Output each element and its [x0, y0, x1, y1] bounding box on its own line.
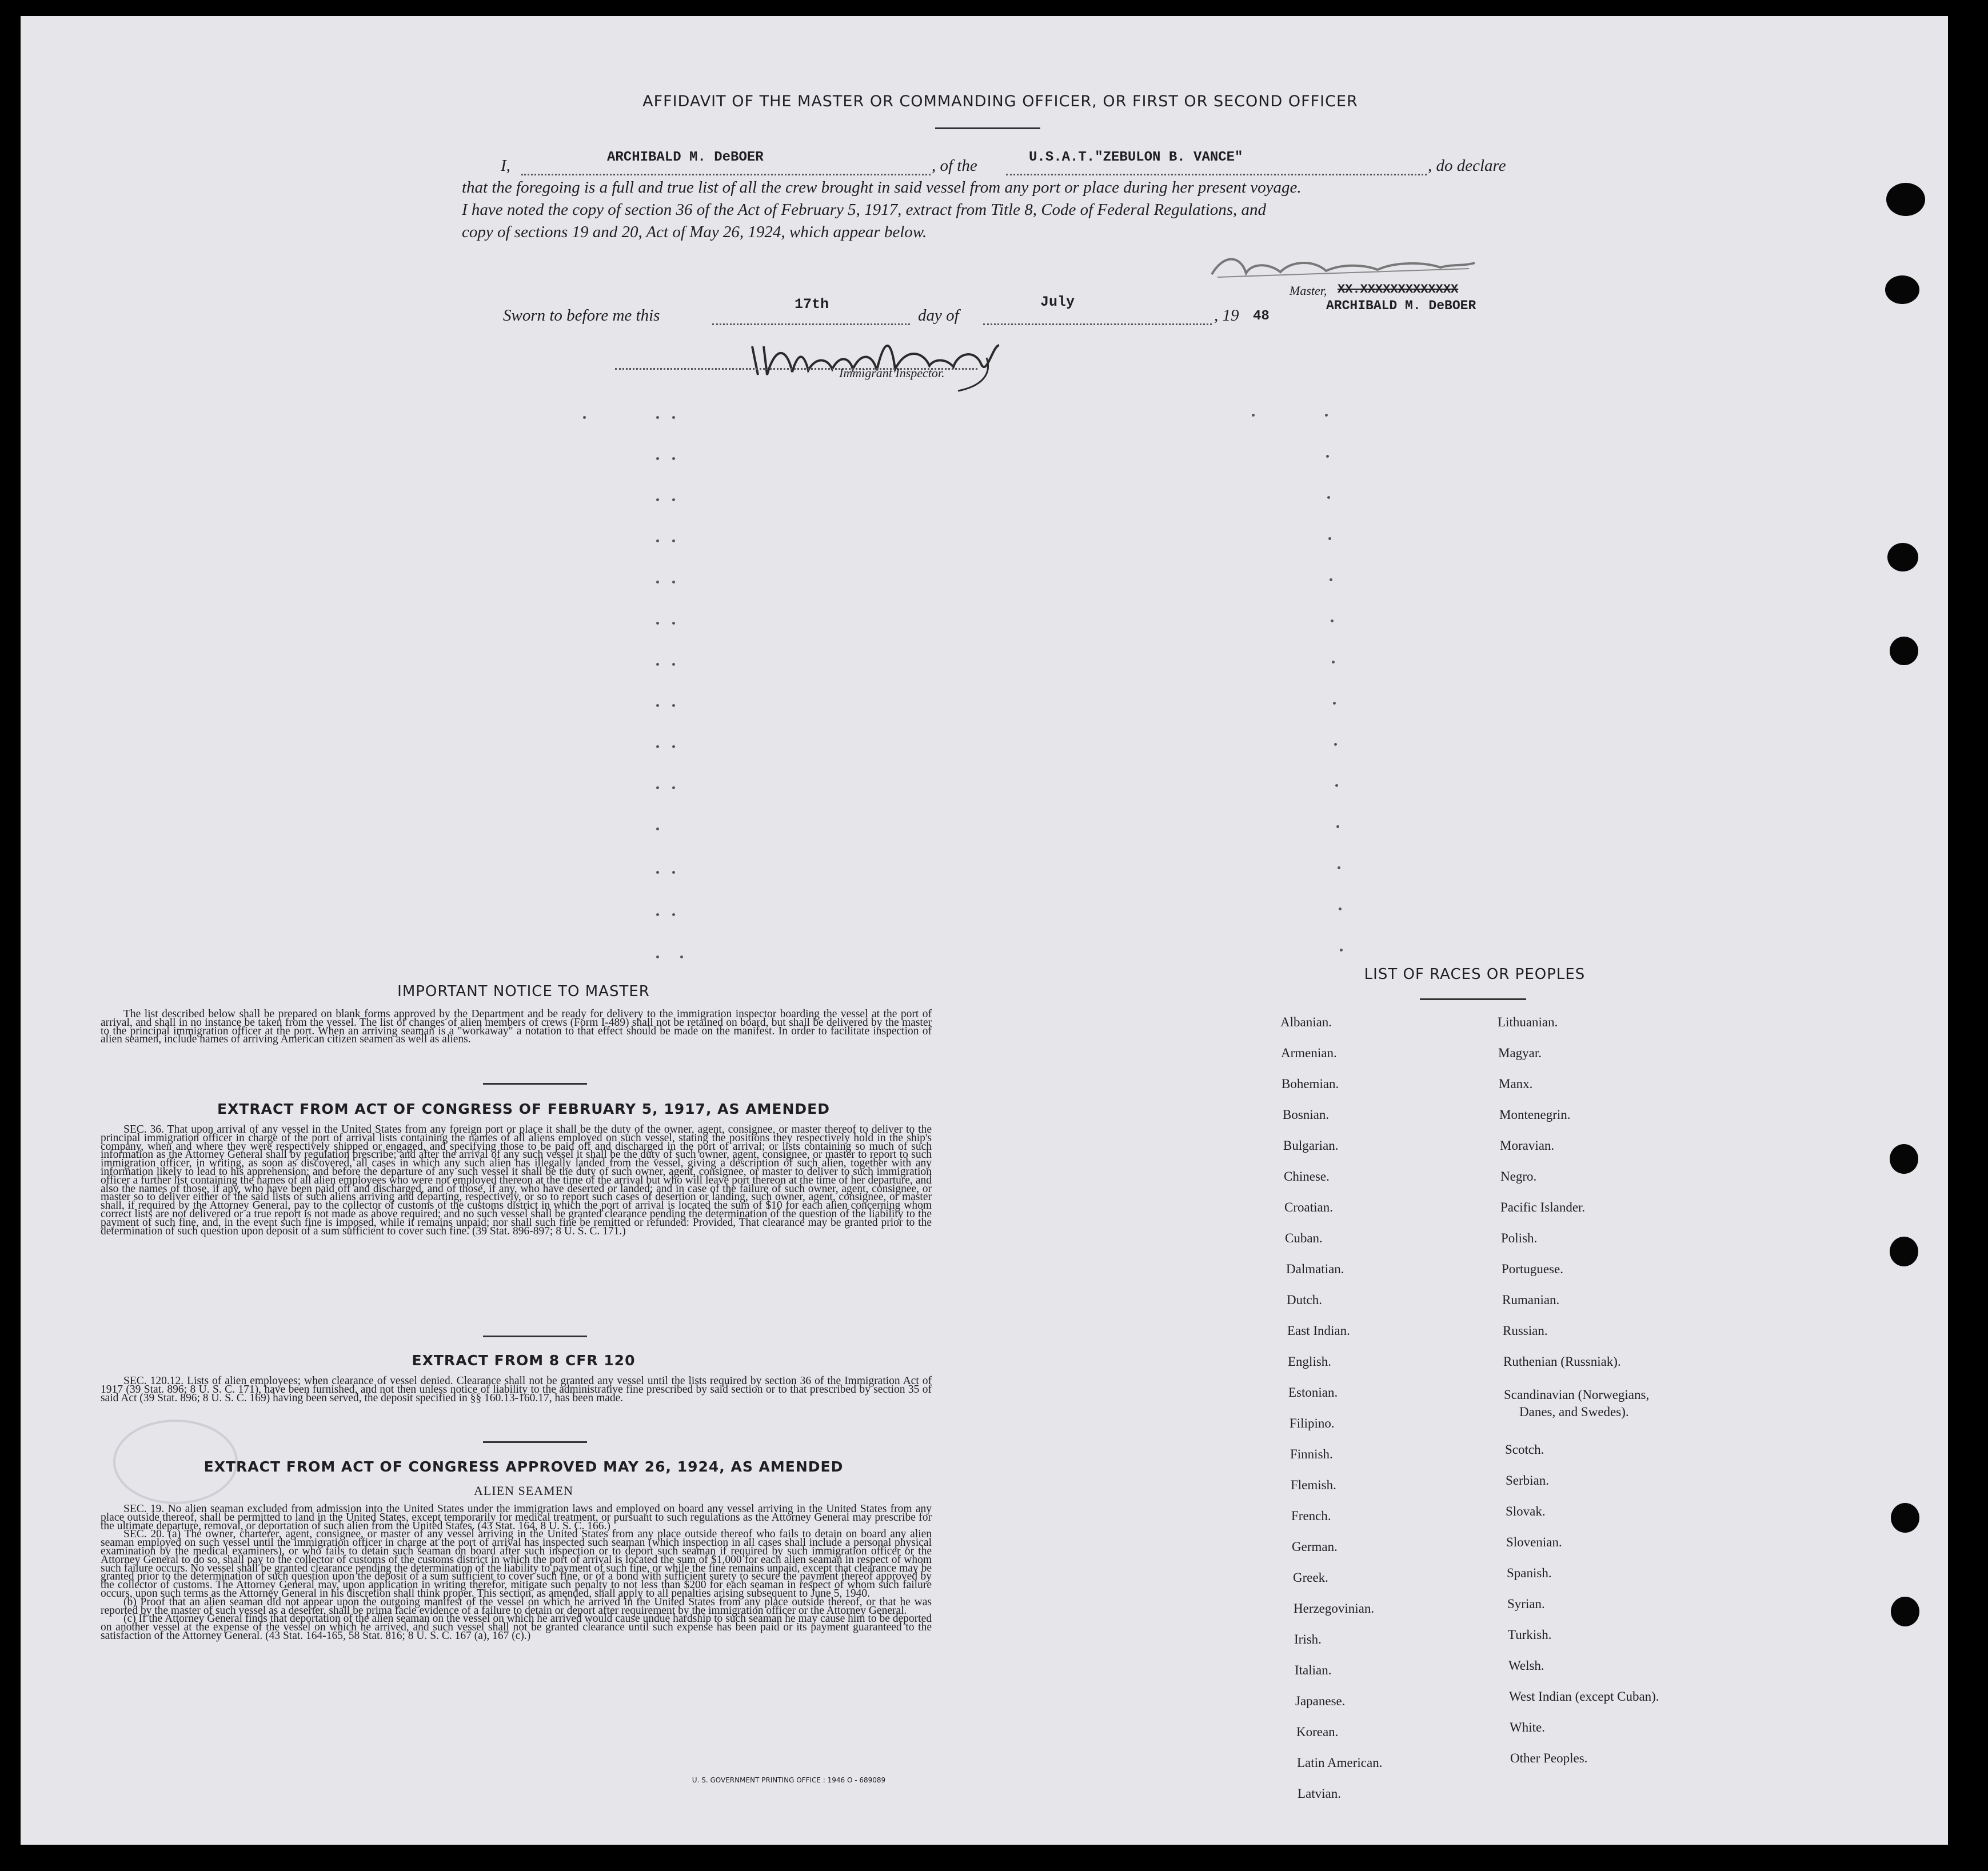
gpo-imprint: U. S. GOVERNMENT PRINTING OFFICE : 1946 O - 689089 [692, 1776, 886, 1784]
faint-dot [656, 663, 659, 666]
faint-dot [656, 745, 659, 748]
race-item: Bosnian. [1283, 1108, 1330, 1122]
faint-dot [656, 871, 659, 874]
race-item: Irish. [1294, 1632, 1322, 1646]
race-item: Finnish. [1290, 1447, 1333, 1461]
race-item: English. [1288, 1354, 1332, 1369]
month-line [983, 307, 1212, 325]
faint-dot [656, 498, 659, 501]
faint-dot [672, 581, 675, 583]
faint-dot [656, 622, 659, 625]
vessel-name: U.S.A.T."ZEBULON B. VANCE" [1029, 150, 1243, 165]
race-item: Other Peoples. [1510, 1751, 1588, 1765]
faint-dot [672, 745, 675, 748]
race-item: Negro. [1500, 1169, 1537, 1184]
extract-1917-title: EXTRACT FROM ACT OF CONGRESS OF FEBRUARY 5, 1917, AS AMENDED [217, 1101, 831, 1117]
faint-dot [656, 827, 659, 830]
master-label: Master, [1290, 283, 1327, 298]
race-item: Russian. [1503, 1324, 1548, 1338]
race-item: Chinese. [1284, 1169, 1330, 1184]
race-item: Latin American. [1297, 1756, 1383, 1770]
faint-dot [1339, 907, 1342, 910]
race-item: Syrian. [1507, 1597, 1545, 1611]
extract-1924-text [101, 1505, 932, 1641]
faint-dot [1334, 743, 1337, 746]
race-item: Filipino. [1290, 1416, 1335, 1430]
punch-hole [1891, 1597, 1919, 1626]
notice-title: IMPORTANT NOTICE TO MASTER [397, 983, 650, 1000]
declarant-name: ARCHIBALD M. DeBOER [607, 150, 764, 165]
faint-dot [1336, 825, 1339, 828]
race-item: Rumanian. [1502, 1293, 1560, 1307]
faint-dot [672, 622, 675, 625]
race-item: Bohemian. [1282, 1077, 1339, 1091]
faint-dot [672, 539, 675, 542]
punch-hole [1891, 1503, 1919, 1533]
section-rule [483, 1441, 587, 1443]
faint-dot [656, 956, 659, 958]
race-item: Serbian. [1506, 1473, 1550, 1488]
race-item: Portuguese. [1502, 1262, 1563, 1276]
race-item: Cuban. [1285, 1231, 1323, 1245]
faint-dot [656, 581, 659, 583]
races-title: LIST OF RACES OR PEOPLES [1364, 966, 1586, 983]
punch-hole [1886, 183, 1925, 216]
faint-dot [656, 457, 659, 460]
extract-cfr-title: EXTRACT FROM 8 CFR 120 [412, 1352, 636, 1369]
race-item: Lithuanian. [1498, 1015, 1558, 1029]
race-item: Croatian. [1284, 1200, 1333, 1214]
race-item: Herzegovinian. [1294, 1601, 1375, 1616]
race-item: West Indian (except Cuban). [1509, 1689, 1659, 1704]
faint-dot [1333, 702, 1336, 705]
faint-dot [672, 913, 675, 916]
race-item: Manx. [1499, 1077, 1533, 1091]
race-item: Latvian. [1298, 1786, 1341, 1801]
declarant-prefix: I, [501, 157, 510, 175]
punch-hole [1890, 1144, 1918, 1174]
punch-hole [1890, 637, 1918, 665]
faint-dot [656, 704, 659, 707]
race-item: Armenian. [1281, 1046, 1337, 1060]
master-name: ARCHIBALD M. DeBOER [1326, 298, 1476, 313]
faint-dot [1325, 414, 1328, 417]
master-signature [1206, 251, 1480, 286]
race-item: German. [1292, 1540, 1338, 1554]
faint-dot [656, 539, 659, 542]
section-36-paragraph: SEC. 36. That upon arrival of any vessel in the United States from any foreign port or place it shall be the duty of the owner, agent, consignee, or master thereof to deliver to the principal immigration officer in charge of the port of arrival lists containing the names of all aliens employed on such vessel, stating the positions they respectively hold in the ship's company, when and where they were respectively shipped or engaged, and specifying those to be paid off and discharged in the port of arrival; or lists containing so much of such information as the Attorney General shall by regulation prescribe; and after the arrival of any such vessel it shall be the duty of such owner, agent, consignee, or master to report to such immigration officer, in writing, as soon as discovered, all cases in which any such alien has illegally landed from the vessel, giving a description of such alien, together with any information likely to lead to his apprehension; and before the departure of any such vessel it shall be the duty of such owner, agent, consignee, or master to deliver to such immigration officer a further list containing the names of all alien employees who were not employed thereon at the time of the arrival but who will leave port thereon at the time of her departure, and also the names of those, if any, who have been paid off and discharged, and of those, if any, who have deserted or landed; and in case of the failure of such owner, agent, consignee, or master so to deliver either of the said lists of such aliens arriving and departing, respectively, or so to report such cases of desertion or landing, such owner, agent, consignee, or master shall, if required by the Attorney General, pay to the collector of customs of the customs district in which the port of arrival is located the sum of $10 for each alien concerning whom correct lists are not delivered or a true report is not made as above required; and no such vessel shall be granted clearance pending the determination of the question of the liability to the payment of such fine, and, in the event such fine is imposed, while it remains unpaid; nor shall such fine be remitted or refunded: Provided, That clearance may be granted prior to the determination of such question upon deposit of a sum sufficient to cover such fine. (39 Stat. 896-897; 8 U. S. C. 171.) [101, 1124, 932, 1237]
race-item: Korean. [1296, 1725, 1339, 1739]
race-item: Ruthenian (Russniak). [1503, 1354, 1621, 1369]
faint-dot [1327, 496, 1330, 499]
race-item: Greek. [1293, 1570, 1328, 1585]
punch-hole [1885, 275, 1919, 304]
section-rule [483, 1083, 587, 1085]
faint-dot [672, 457, 675, 460]
race-item: Scotch. [1505, 1442, 1544, 1457]
faint-dot [583, 416, 586, 419]
race-item: Slovenian. [1506, 1535, 1562, 1549]
extract-cfr-text [101, 1377, 932, 1402]
affidavit-title: AFFIDAVIT OF THE MASTER OR COMMANDING OFFICER, OR FIRST OR SECOND OFFICER [642, 93, 1358, 110]
sworn-year: 48 [1253, 309, 1270, 324]
section-20a-paragraph: SEC. 20. (a) The owner, charterer, agent, consignee, or master of any vessel arriving in the United States from any place outside thereof who fails to detain on board any alien seaman employed on such vessel until the immigration officer in charge at the port of arrival has inspected such seaman (which inspection in all cases shall include a personal physical examination by the medical examiners), or who fails to detain such seaman on board after such inspection or to deport such seaman if required by such immigration officer or the Attorney General to do so, shall pay to the collector of customs of the customs district in which the port of arrival is located the sum of $1,000 for each alien seaman in respect of whom such failure occurs. No vessel shall be granted clearance pending the determination of the liability to payment of such fine, or while the fine remains unpaid, except that clearance may be granted prior to the determination of such question upon the deposit of a sum sufficient to cover such fine, or of a bond with sufficient surety to secure the payment thereof approved by the collector of customs. The Attorney General may, upon application in writing therefor, mitigate such penalty to not less than $200 for each seaman in respect of whom such failure occurs, upon such terms as the Attorney General in his discretion shall think proper. This section, as amended, shall apply to all penalties arising subsequent to June 5, 1940. [101, 1528, 932, 1600]
faint-dot [656, 913, 659, 916]
race-item: Spanish. [1507, 1566, 1552, 1580]
race-item: Turkish. [1508, 1628, 1552, 1642]
race-item: Bulgarian. [1283, 1138, 1339, 1153]
declaration-line-3: copy of sections 19 and 20, Act of May 26, 1924, which appear below. [462, 223, 927, 241]
race-item: Scandinavian (Norwegians, [1504, 1388, 1650, 1402]
alien-seamen-subtitle: ALIEN SEAMEN [474, 1484, 573, 1498]
extract-1917-text [101, 1126, 932, 1236]
section-20c-paragraph: (c) If the Attorney General finds that deportation of the alien seaman on the vessel on which he arrived would cause undue hardship to such seaman he may cause him to be deported on another vessel at the expense of the vessel on which he arrived, and such vessel shall not be granted clearance until such expense has been paid or its payment guaranteed to the satisfaction of the Attorney General. (43 Stat. 164-165, 58 Stat. 816; 8 U. S. C. 167 (a), 167 (c).) [101, 1613, 932, 1642]
punch-hole [1887, 543, 1918, 571]
sworn-month: July [1040, 294, 1075, 310]
race-item: Albanian. [1280, 1015, 1332, 1029]
race-item: Japanese. [1295, 1694, 1346, 1708]
race-item: Moravian. [1500, 1138, 1555, 1153]
extract-1924-title: EXTRACT FROM ACT OF CONGRESS APPROVED MAY 26, 1924, AS AMENDED [203, 1458, 844, 1475]
of-the-label: , of the [932, 157, 977, 175]
year-prefix: , 19 [1214, 306, 1239, 325]
notice-paragraph: The list described below shall be prepared on blank forms approved by the Department and be ready for delivery to the immigration inspector boarding the vessel at the port of arrival, and shall in no instance be taken from the vessel. The list of changes of alien members of crews (Form I-489) shall not be retained on board, but shall be delivered by the master to the principal immigration officer at the port. When an arriving seaman is a "workaway" a notation to that effect should be made on the manifest. In order to facilitate inspection of alien seamen, include names of arriving American citizen seamen as well as aliens. [101, 1008, 932, 1046]
faint-dot [672, 786, 675, 789]
punch-hole [1890, 1237, 1918, 1266]
sworn-day: 17th [795, 296, 829, 313]
race-item: French. [1291, 1509, 1331, 1523]
race-item: Estonian. [1288, 1385, 1338, 1400]
faint-dot [1335, 784, 1338, 787]
race-item: Polish. [1501, 1231, 1538, 1245]
declaration-line-1: that the foregoing is a full and true list of all the crew brought in said vessel from any port or place during her present voyage. [462, 178, 1302, 197]
faint-dot [672, 704, 675, 707]
faint-dot [1326, 455, 1329, 458]
faint-dot [1252, 414, 1255, 417]
race-item: Montenegrin. [1499, 1108, 1571, 1122]
day-of-label: day of [918, 306, 959, 325]
race-item: East Indian. [1287, 1324, 1350, 1338]
section-19-paragraph: SEC. 19. No alien seaman excluded from admission into the United States under the immigration laws and employed on board any vessel arriving in the United States from any place outside thereof, shall be permitted to land in the United States, except temporarily for medical treatment, or pursuant to such regulations as the Attorney General may prescribe for the ultimate departure, removal, or deportation of such alien from the United States. (43 Stat. 164, 8 U. S. C. 166.) [101, 1503, 932, 1532]
do-declare-label: , do declare [1428, 157, 1506, 175]
race-item: Pacific Islander. [1500, 1200, 1586, 1214]
race-item: Slovak. [1506, 1504, 1546, 1518]
race-item: Italian. [1295, 1663, 1332, 1677]
faint-dot [1331, 619, 1334, 622]
race-item: Flemish. [1291, 1478, 1336, 1492]
title-rule [935, 127, 1040, 129]
races-title-rule [1420, 998, 1526, 1000]
race-item: White. [1510, 1720, 1545, 1734]
section-20b-paragraph: (b) Proof that an alien seaman did not appear upon the outgoing manifest of the vessel on which he arrived in the United States from any place outside thereof, or that he was reported by the master of such vessel as a deserter, shall be prima facie evidence of a failure to detain or deport after requirement by the immigration officer or the Attorney General. [101, 1596, 932, 1617]
race-item: Magyar. [1498, 1046, 1542, 1060]
faint-dot [680, 956, 683, 958]
faint-dot [1328, 537, 1331, 540]
faint-dot [672, 416, 675, 419]
section-120-12-paragraph: SEC. 120.12. Lists of alien employees; when clearance of vessel denied. Clearance shall not be granted any vessel until the lists required by section 36 of the Immigration Act of 1917 (39 Stat. 896; 8 U. S. C. 171), have been furnished, and not then unless notice of liability to the administrative fine prescribed by said section or to that prescribed by section 35 of said Act (39 Stat. 896; 8 U. S. C. 169) having been served, the deposit specified in §§ 160.13-160.17, has been made. [101, 1375, 932, 1404]
faint-dot [656, 416, 659, 419]
master-title-struck: XX.XXXXXXXXXXXXX [1338, 282, 1459, 297]
race-item: Dutch. [1287, 1293, 1322, 1307]
notice-text [101, 1010, 932, 1044]
faint-dot [656, 786, 659, 789]
inspector-label: Immigrant Inspector. [839, 366, 945, 380]
faint-dot [672, 498, 675, 501]
faint-dot [1332, 661, 1335, 663]
race-item: Welsh. [1508, 1658, 1544, 1673]
race-item: Dalmatian. [1286, 1262, 1344, 1276]
race-item: Danes, and Swedes). [1519, 1405, 1629, 1419]
faint-dot [1340, 949, 1343, 952]
faint-dot [672, 663, 675, 666]
faint-dot [1338, 866, 1340, 869]
sworn-prefix: Sworn to before me this [503, 306, 660, 325]
section-rule [483, 1336, 587, 1337]
faint-dot [672, 871, 675, 874]
declaration-line-2: I have noted the copy of section 36 of the Act of February 5, 1917, extract from Title 8, Code of Federal Regulations, and [462, 201, 1267, 219]
faint-dot [1330, 578, 1332, 581]
